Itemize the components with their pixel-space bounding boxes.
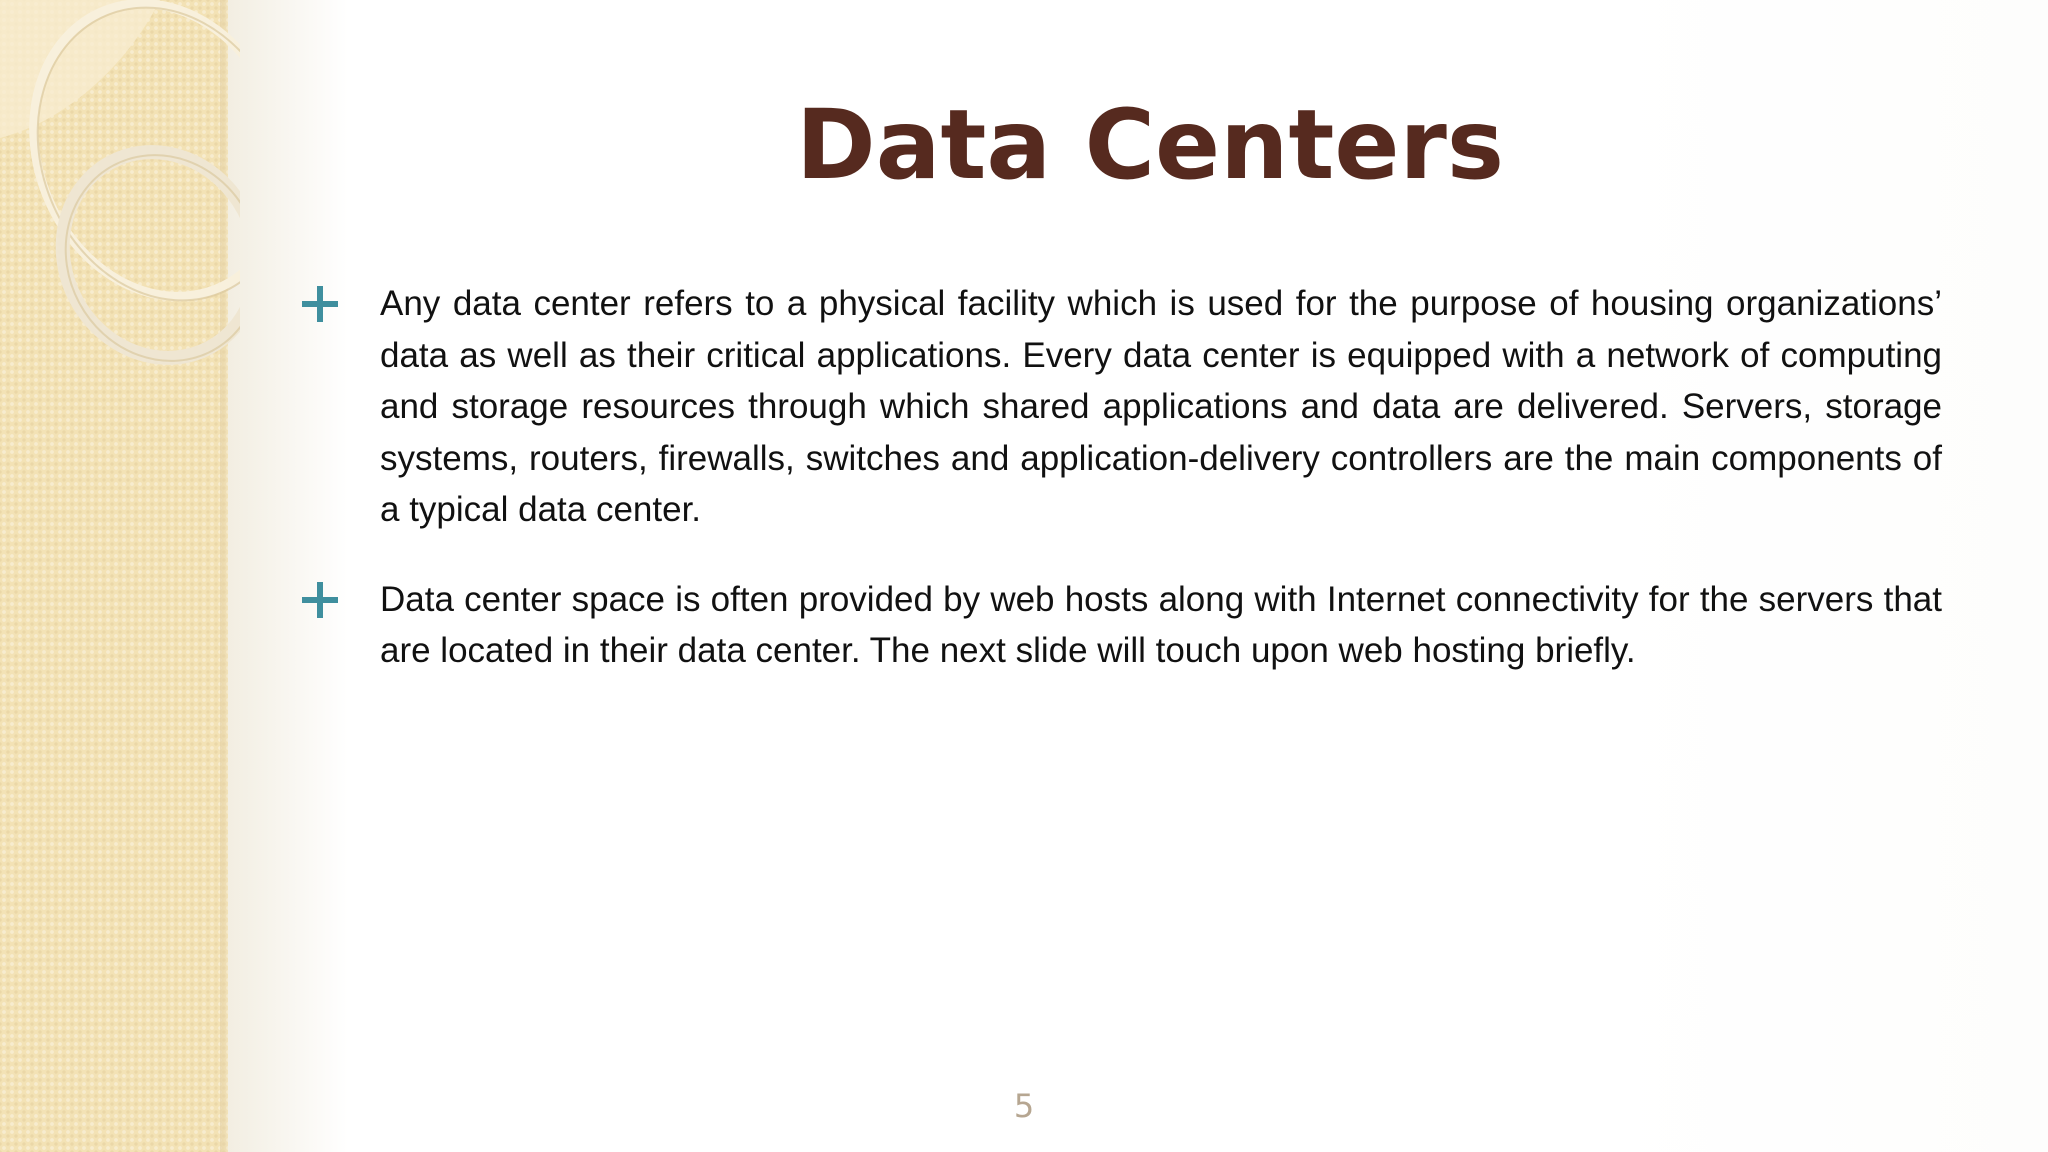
bullet-list [300, 278, 1942, 715]
bullet-text: Data center space is often provided by web hosts along with Internet connectivity for the servers that are located in their data center. The next slide will touch upon web hosting briefly. [380, 579, 1942, 670]
plus-icon [300, 284, 340, 324]
swirl-ring-small [27, 118, 240, 393]
page-number: 5 [1013, 1087, 1035, 1125]
bullet-item [300, 574, 1942, 677]
slide-title: Data Centers [796, 89, 1504, 201]
decorative-swirls [0, 0, 240, 400]
bullet-item [300, 278, 1942, 536]
bullet-text: Any data center refers to a physical facility which is used for the purpose of housing organizations’ data as well as their critical applications. Every data center is equipped with a network of computing and storage resources through which shared applications and data are delivered. Servers, storage systems, routers, firewalls, switches and application-delivery controllers are the main components of a typical data center. [380, 284, 1942, 529]
plus-icon [300, 580, 340, 620]
